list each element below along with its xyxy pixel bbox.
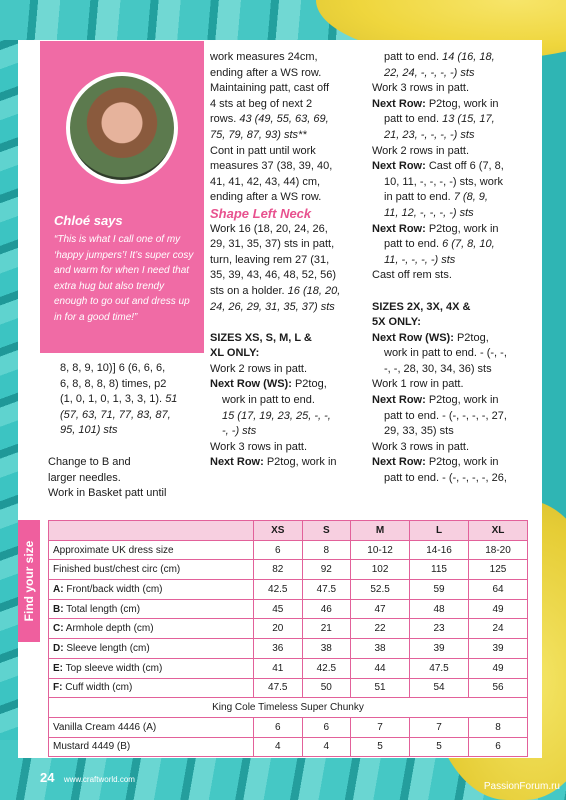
watermark: PassionForum.ru — [483, 781, 560, 792]
table-cell: 38 — [351, 639, 410, 659]
table-cell: 51 — [351, 678, 410, 698]
text-line: 35, 39, 43, 46, 48, 52, 56) — [210, 269, 336, 282]
table-cell: 10-12 — [351, 540, 410, 560]
text-line: -, -, 28, 30, 34, 36) sts — [384, 362, 492, 375]
stitch-count: 13 (15, 17, — [442, 113, 495, 126]
table-row — [49, 599, 528, 619]
table-cell: 4 — [302, 737, 351, 757]
text-line — [372, 112, 532, 128]
column-header: XS — [254, 521, 303, 541]
stitch-count: (57, 63, 71, 77, 83, 87, — [60, 408, 171, 421]
table-cell: 47.5 — [254, 678, 303, 698]
text-line — [60, 392, 205, 408]
table-cell: 48 — [410, 599, 469, 619]
text-line — [372, 331, 532, 347]
text-line: Cast off rem sts. — [372, 269, 452, 282]
sizes-heading: SIZES XS, S, M, L & — [210, 331, 312, 344]
table-cell: 7 — [410, 717, 469, 737]
table-cell: 8 — [469, 717, 528, 737]
table-row — [49, 639, 528, 659]
text-run: P2tog, work in — [266, 456, 337, 469]
row-letter: B: — [53, 603, 64, 615]
stitch-count: 6 (7, 8, 10, — [442, 238, 495, 251]
row-label-text: Cuff width (cm) — [62, 682, 133, 694]
size-table — [48, 520, 528, 757]
table-cell: 36 — [254, 639, 303, 659]
text-line: Work in Basket patt until — [48, 487, 167, 500]
text-run: P2tog, work in — [428, 456, 499, 469]
text-line: 41, 41, 42, 43, 44) cm, — [210, 175, 321, 188]
section-heading: Shape Left Neck — [210, 205, 312, 221]
table-cell: 5 — [410, 737, 469, 757]
table-row — [49, 717, 528, 737]
table-row — [49, 698, 528, 718]
text-line: Work 3 rows in patt. — [210, 440, 307, 453]
table-cell: 54 — [410, 678, 469, 698]
text-line — [372, 159, 532, 175]
row-label: Approximate UK dress size — [49, 540, 254, 560]
row-label-text: Total length (cm) — [63, 603, 141, 615]
text-run: P2tog, work in — [428, 394, 499, 407]
table-cell: 22 — [351, 619, 410, 639]
row-label-text: Armhole depth (cm) — [63, 623, 154, 635]
next-row-label: Next Row: — [372, 456, 426, 469]
quote-text: “This is what I call one of my ‘happy jumpers’! It’s super cosy and warm for when I need that extra hug but also trendy enough to go out and dress up in for a good time!” — [54, 234, 194, 323]
text-line: work in patt to end. — [222, 394, 315, 407]
row-letter: E: — [53, 662, 63, 674]
column-header: M — [351, 521, 410, 541]
stitch-count: 11, -, -, -, -) sts — [384, 253, 456, 266]
text-line: 4 sts at beg of next 2 — [210, 97, 313, 110]
text-run: P2tog, work in — [428, 97, 499, 110]
stitch-count: 16 (18, 20, — [287, 284, 341, 297]
table-row — [49, 560, 528, 580]
table-cell: 56 — [469, 678, 528, 698]
table-cell: 39 — [469, 639, 528, 659]
table-row — [49, 540, 528, 560]
table-cell: 47.5 — [302, 580, 351, 600]
text-line: patt to end. - (-, -, -, -, 27, — [384, 409, 507, 422]
column-header — [49, 521, 254, 541]
designer-photo — [66, 72, 178, 184]
text-line: Work 1 row in patt. — [372, 378, 464, 391]
stitch-count: 21, 23, -, -, -, -) sts — [384, 128, 475, 141]
text-run: P2tog, work in — [428, 222, 499, 235]
row-letter: F: — [53, 682, 63, 694]
stitch-count: 75, 79, 87, 93) sts** — [210, 128, 307, 141]
table-cell: 47.5 — [410, 658, 469, 678]
table-cell: 24 — [469, 619, 528, 639]
table-cell: 92 — [302, 560, 351, 580]
table-row — [49, 678, 528, 698]
table-cell: 59 — [410, 580, 469, 600]
text-run: rows. — [210, 113, 237, 126]
table-cell: 49 — [469, 658, 528, 678]
page-footer — [40, 770, 135, 785]
pattern-column-1b — [48, 455, 208, 502]
next-row-label: Next Row: — [372, 97, 426, 110]
sizes-heading: 5X ONLY: — [372, 316, 421, 329]
text-line — [372, 237, 532, 253]
table-cell: 44 — [351, 658, 410, 678]
row-label — [49, 580, 254, 600]
pattern-column-3 — [372, 50, 532, 487]
table-cell: 6 — [254, 717, 303, 737]
row-label — [49, 599, 254, 619]
table-cell: 6 — [302, 717, 351, 737]
text-run: P2tog, — [294, 378, 327, 391]
text-line: Maintaining patt, cast off — [210, 82, 330, 95]
text-line — [372, 50, 532, 66]
row-label — [49, 639, 254, 659]
row-label: Mustard 4449 (B) — [49, 737, 254, 757]
yarn-title: King Cole Timeless Super Chunky — [49, 698, 528, 718]
table-cell: 20 — [254, 619, 303, 639]
next-row-label: Next Row (WS): — [210, 378, 292, 391]
text-line: Work 16 (18, 20, 24, 26, — [210, 222, 328, 235]
page-number: 24 — [40, 770, 55, 785]
text-line — [210, 112, 370, 128]
table-cell: 18-20 — [469, 540, 528, 560]
table-row — [49, 737, 528, 757]
table-cell: 82 — [254, 560, 303, 580]
pattern-column-1 — [60, 361, 205, 455]
text-line — [372, 97, 532, 113]
table-cell: 46 — [302, 599, 351, 619]
table-cell: 125 — [469, 560, 528, 580]
row-label — [49, 619, 254, 639]
text-line: Work 2 rows in patt. — [210, 362, 307, 375]
stitch-count: 95, 101) sts — [60, 424, 118, 437]
row-letter: C: — [53, 623, 64, 635]
table-row — [49, 658, 528, 678]
table-cell: 64 — [469, 580, 528, 600]
table-cell: 4 — [254, 737, 303, 757]
next-row-label: Next Row: — [372, 394, 426, 407]
text-line: Work 2 rows in patt. — [372, 144, 469, 157]
table-cell: 23 — [410, 619, 469, 639]
table-cell: 49 — [469, 599, 528, 619]
stitch-count: 11, 12, -, -, -, -) sts — [384, 206, 474, 219]
column-header: XL — [469, 521, 528, 541]
table-cell: 42.5 — [254, 580, 303, 600]
sizes-heading: SIZES 2X, 3X, 4X & — [372, 300, 471, 313]
row-label — [49, 678, 254, 698]
table-cell: 52.5 — [351, 580, 410, 600]
table-cell: 14-16 — [410, 540, 469, 560]
text-line: 8, 8, 9, 10)] 6 (6, 6, 6, — [60, 362, 166, 374]
row-letter: A: — [53, 583, 64, 595]
text-line — [210, 284, 370, 300]
text-line: larger needles. — [48, 471, 121, 484]
stitch-count: 7 (8, 9, — [453, 191, 488, 204]
table-cell: 7 — [351, 717, 410, 737]
find-your-size-tab — [18, 520, 40, 642]
next-row-label: Next Row: — [210, 456, 264, 469]
stitch-count: 22, 24, -, -, -, -) sts — [384, 66, 475, 79]
row-label — [49, 658, 254, 678]
table-row — [49, 580, 528, 600]
table-cell: 47 — [351, 599, 410, 619]
website-link[interactable]: www.craftworld.com — [63, 775, 135, 784]
table-cell: 38 — [302, 639, 351, 659]
quote-title: Chloé says — [54, 213, 123, 228]
text-line: 10, 11, -, -, -, -) sts, work — [384, 175, 503, 188]
row-label-text: Top sleeve width (cm) — [63, 662, 163, 674]
text-line: ending after a WS row. — [210, 66, 322, 79]
table-cell: 39 — [410, 639, 469, 659]
text-run: Cast off 6 (7, 8, — [428, 160, 504, 173]
stitch-count: 24, 26, 29, 31, 35, 37) sts — [210, 300, 335, 313]
text-line: Change to B and — [48, 456, 131, 468]
stitch-count: 15 (17, 19, 23, 25, -, -, — [222, 409, 331, 422]
text-run: sts on a holder. — [210, 284, 285, 297]
text-run: patt to end. — [384, 113, 440, 126]
text-line: turn, leaving rem 27 (31, — [210, 253, 330, 266]
table-cell: 6 — [254, 540, 303, 560]
text-run: (1, 0, 1, 0, 1, 3, 3, 1). — [60, 393, 163, 406]
text-line — [210, 455, 370, 471]
stitch-count: -, -) sts — [222, 425, 257, 438]
text-line: work measures 24cm, — [210, 51, 318, 63]
text-line: work in patt to end. - (-, -, — [384, 347, 507, 360]
table-cell: 6 — [469, 737, 528, 757]
table-row — [49, 619, 528, 639]
text-line: measures 37 (38, 39, 40, — [210, 160, 333, 173]
text-line — [372, 455, 532, 471]
text-line — [210, 377, 370, 393]
table-cell: 8 — [302, 540, 351, 560]
table-cell: 41 — [254, 658, 303, 678]
sizes-heading: XL ONLY: — [210, 347, 260, 360]
text-line: 29, 33, 35) sts — [384, 425, 454, 438]
text-line — [372, 393, 532, 409]
next-row-label: Next Row: — [372, 222, 426, 235]
row-label: Vanilla Cream 4446 (A) — [49, 717, 254, 737]
text-run: P2tog, — [456, 331, 489, 344]
text-line: Cont in patt until work — [210, 144, 316, 157]
row-label-text: Sleeve length (cm) — [63, 642, 150, 654]
column-header: L — [410, 521, 469, 541]
table-cell: 42.5 — [302, 658, 351, 678]
table-cell: 45 — [254, 599, 303, 619]
text-run: patt to end. — [384, 51, 440, 63]
row-label: Finished bust/chest circ (cm) — [49, 560, 254, 580]
text-run: patt to end. — [384, 238, 440, 251]
row-letter: D: — [53, 642, 64, 654]
table-cell: 102 — [351, 560, 410, 580]
text-line: Work 3 rows in patt. — [372, 440, 469, 453]
table-cell: 5 — [351, 737, 410, 757]
avatar — [70, 76, 174, 180]
table-cell: 21 — [302, 619, 351, 639]
text-line: patt to end. - (-, -, -, -, 26, — [384, 472, 507, 485]
table-cell: 50 — [302, 678, 351, 698]
text-line: 6, 8, 8, 8, 8) times, p2 — [60, 377, 167, 390]
text-line: 29, 31, 35, 37) sts in patt, — [210, 238, 335, 251]
text-line: Work 3 rows in patt. — [372, 82, 469, 95]
table-cell: 115 — [410, 560, 469, 580]
text-line — [372, 222, 532, 238]
text-run: in patt to end. — [384, 191, 451, 204]
side-label: Find your size — [22, 540, 36, 622]
next-row-label: Next Row (WS): — [372, 331, 454, 344]
row-label-text: Front/back width (cm) — [63, 583, 163, 595]
column-header: S — [302, 521, 351, 541]
text-line: ending after a WS row. — [210, 191, 322, 204]
stitch-count: 51 — [165, 393, 178, 406]
table-header-row — [49, 521, 528, 541]
text-line — [372, 190, 532, 206]
stitch-count: 14 (16, 18, — [442, 51, 495, 63]
stitch-count: 43 (49, 55, 63, 69, — [239, 113, 329, 126]
next-row-label: Next Row: — [372, 160, 426, 173]
pattern-column-2 — [210, 50, 370, 471]
